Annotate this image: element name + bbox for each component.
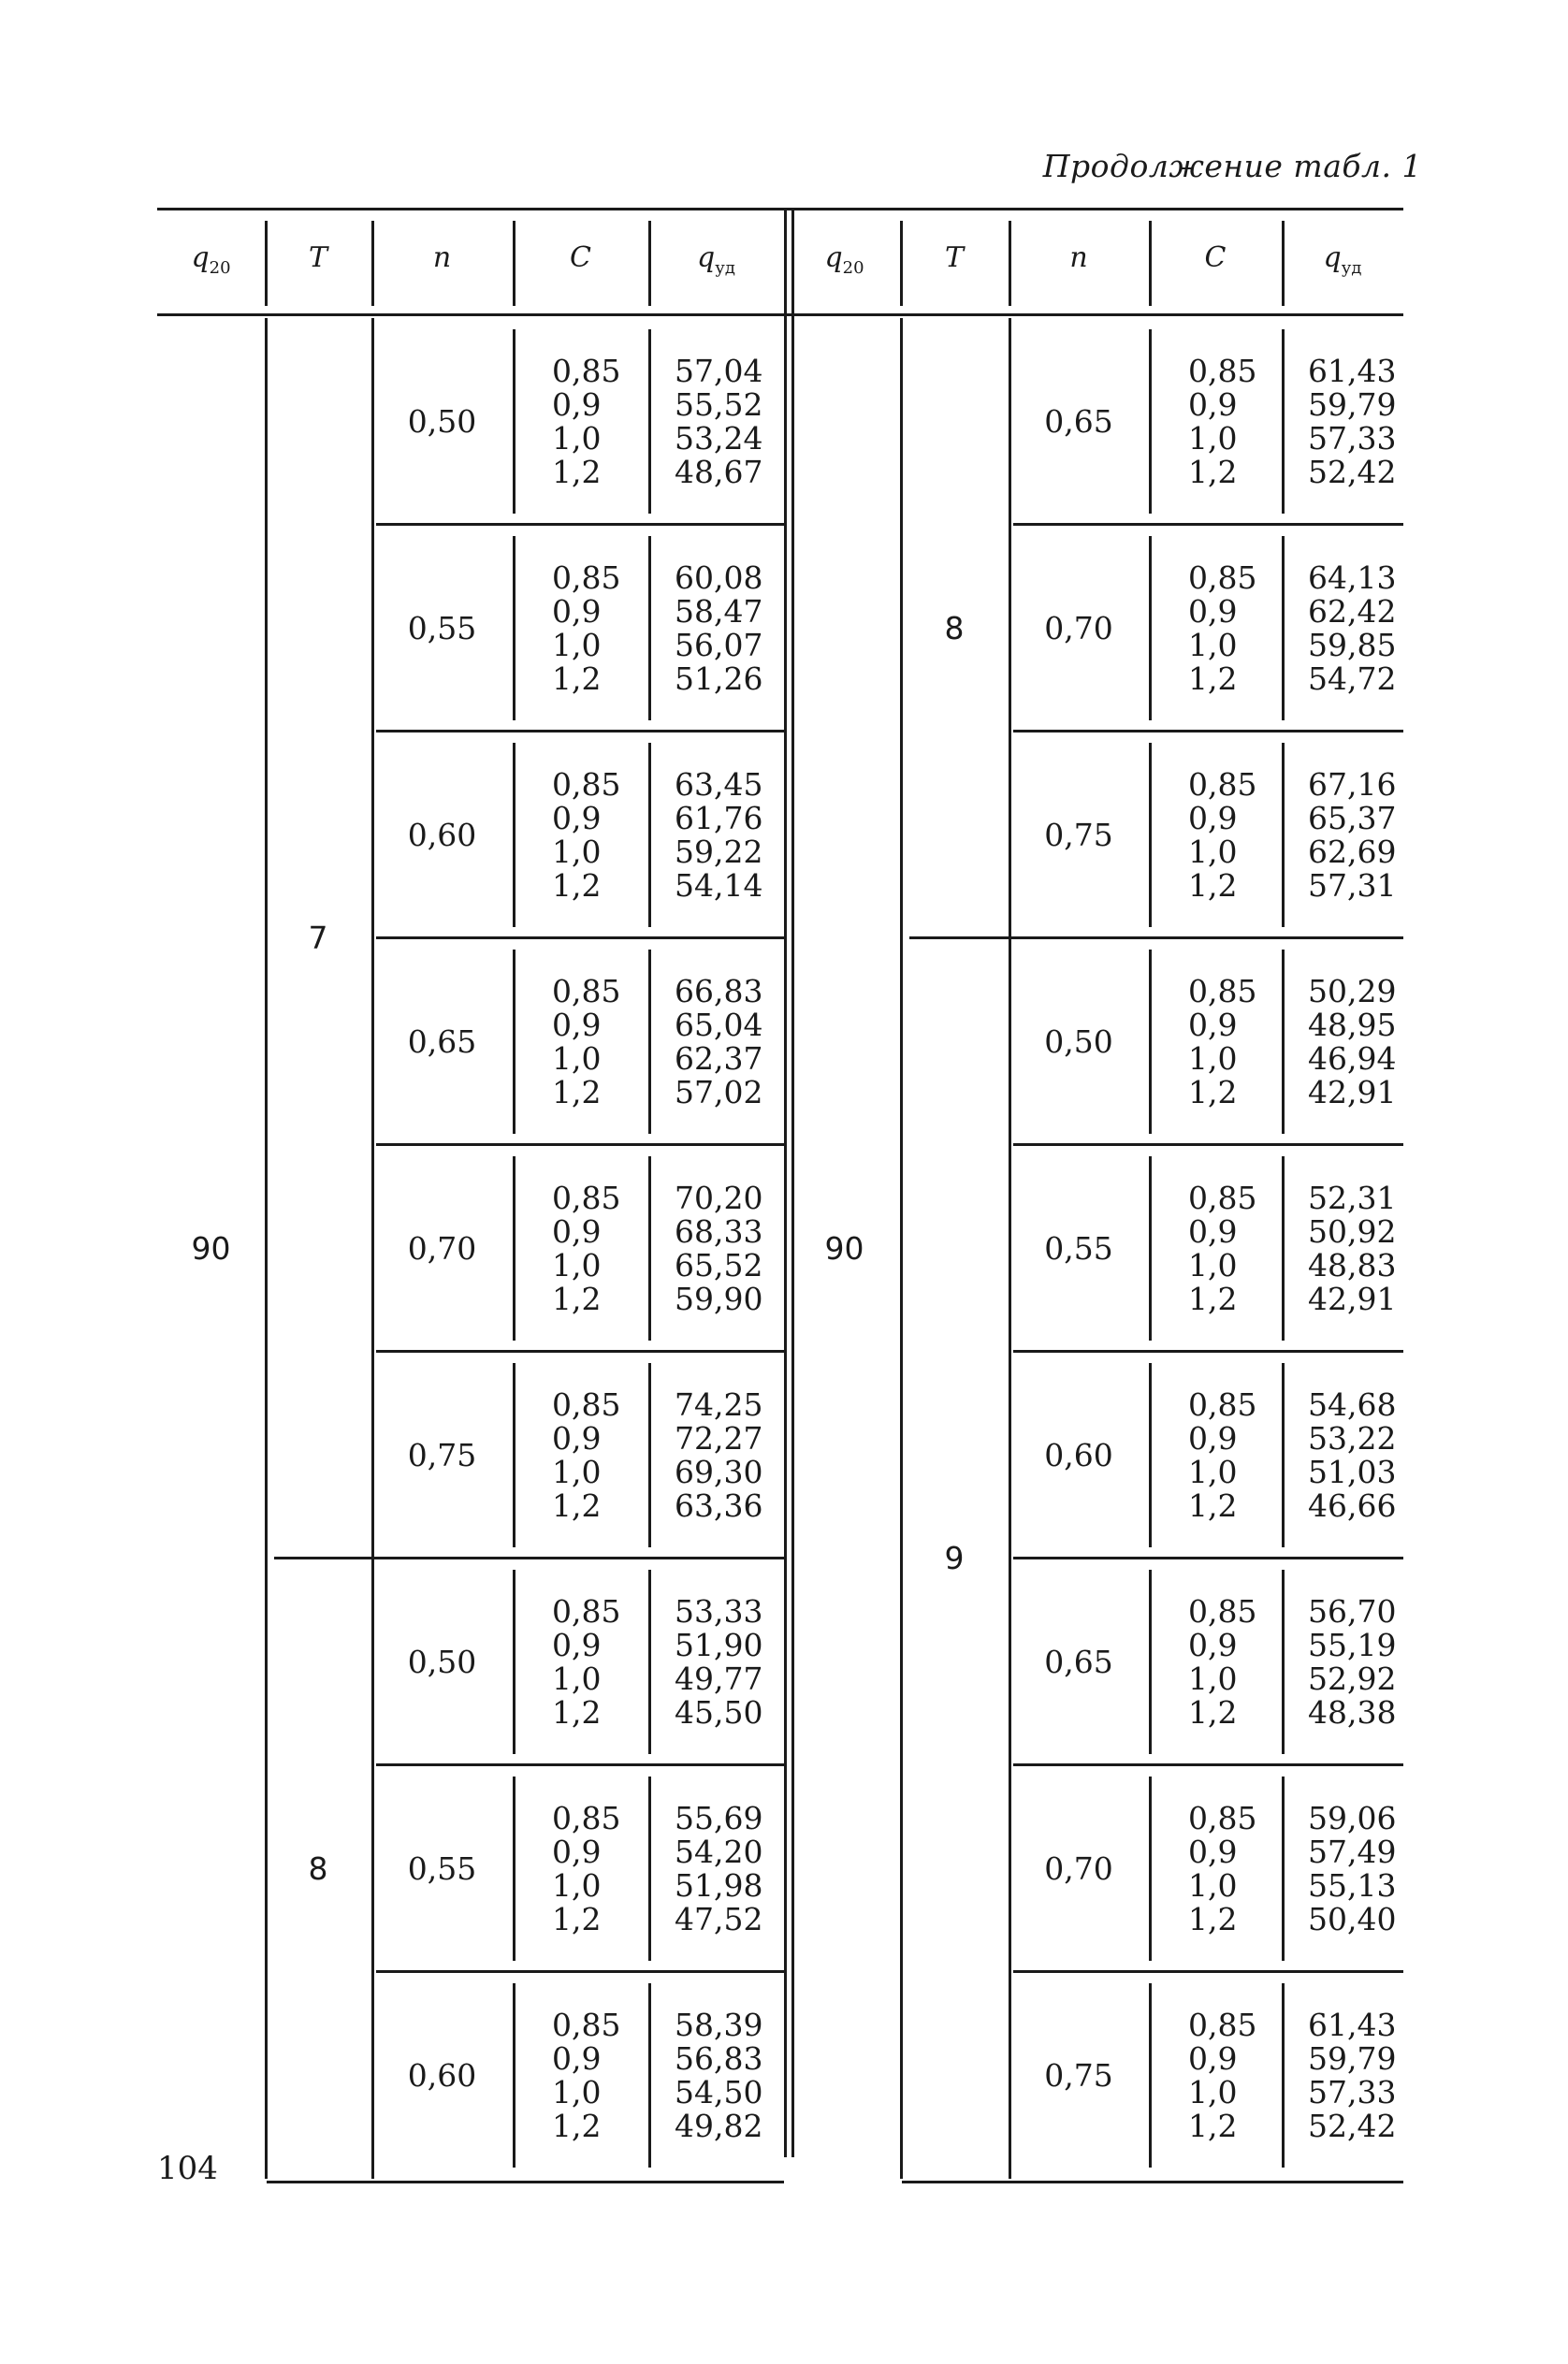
C-values: 0,85 0,9 1,0 1,2 <box>1188 2006 1257 2144</box>
header-symbol: q <box>1323 241 1342 274</box>
q20-value: 90 <box>191 1229 231 1267</box>
q-ud-values: 56,70 55,19 52,92 48,38 <box>1308 1592 1397 1731</box>
n-value: 0,75 <box>1044 2056 1113 2094</box>
n-value: 0,50 <box>1044 1022 1113 1060</box>
C-divider <box>513 950 515 1134</box>
group-separator <box>909 936 1403 939</box>
header-divider <box>1282 221 1285 306</box>
n-value: 0,55 <box>407 609 477 646</box>
q-divider <box>648 536 651 720</box>
q-divider <box>648 1570 651 1754</box>
page-number: 104 <box>157 2150 218 2187</box>
n-value: 0,55 <box>1044 1229 1113 1267</box>
q-ud-values: 55,69 54,20 51,98 47,52 <box>675 1799 763 1937</box>
C-values: 0,85 0,9 1,0 1,2 <box>1188 1179 1257 1317</box>
C-divider <box>1149 536 1152 720</box>
C-values: 0,85 0,9 1,0 1,2 <box>552 1799 621 1937</box>
T-value: 7 <box>308 920 328 956</box>
q20-value: 90 <box>824 1229 864 1267</box>
table-bottom-rule <box>267 2181 784 2183</box>
header-divider <box>648 221 651 306</box>
C-divider <box>1149 329 1152 514</box>
header-C: C <box>1204 241 1227 274</box>
C-values: 0,85 0,9 1,0 1,2 <box>1188 1385 1257 1524</box>
q-divider <box>1282 950 1285 1134</box>
row-separator <box>376 1350 784 1353</box>
T-value: 8 <box>308 1849 328 1887</box>
n-value: 0,75 <box>1044 816 1113 853</box>
n-value: 0,65 <box>1044 1643 1113 1680</box>
q-divider <box>648 950 651 1134</box>
n-value: 0,70 <box>407 1229 477 1267</box>
header-divider <box>265 221 268 306</box>
C-values: 0,85 0,9 1,0 1,2 <box>552 2006 621 2144</box>
header-T: T <box>944 241 964 274</box>
C-values: 0,85 0,9 1,0 1,2 <box>552 765 621 904</box>
q20-divider <box>900 318 903 2179</box>
header-symbol: q <box>191 241 210 274</box>
C-divider <box>1149 1777 1152 1961</box>
row-separator <box>376 523 784 526</box>
C-divider <box>513 743 515 927</box>
header-subscript: 20 <box>842 258 864 278</box>
C-values: 0,85 0,9 1,0 1,2 <box>1188 1592 1257 1731</box>
n-value: 0,50 <box>407 402 477 440</box>
q-ud-values: 63,45 61,76 59,22 54,14 <box>675 765 763 904</box>
n-value: 0,60 <box>407 2056 477 2094</box>
center-double-rule <box>791 208 794 2157</box>
row-separator <box>1013 1557 1403 1559</box>
C-values: 0,85 0,9 1,0 1,2 <box>1188 972 1257 1110</box>
q-divider <box>648 329 651 514</box>
q-divider <box>648 1777 651 1961</box>
q20-divider <box>265 318 268 2179</box>
T-value: 8 <box>944 609 965 646</box>
C-values: 0,85 0,9 1,0 1,2 <box>552 1385 621 1524</box>
q-ud-values: 66,83 65,04 62,37 57,02 <box>675 972 763 1110</box>
header-q-ud <box>648 241 784 278</box>
header-n: n <box>1069 241 1088 274</box>
header-divider <box>900 221 903 306</box>
header-q20 <box>789 241 900 278</box>
center-double-rule <box>784 208 787 2157</box>
q-divider <box>1282 1156 1285 1341</box>
row-separator <box>1013 1970 1403 1973</box>
C-divider <box>513 1983 515 2168</box>
header-symbol: q <box>697 241 716 274</box>
n-value: 0,70 <box>1044 609 1113 646</box>
header-C: C <box>570 241 591 274</box>
q-divider <box>1282 743 1285 927</box>
q-divider <box>1282 329 1285 514</box>
header-divider <box>1149 221 1152 306</box>
q-divider <box>648 1363 651 1547</box>
C-divider <box>1149 1983 1152 2168</box>
n-value: 0,65 <box>407 1022 477 1060</box>
row-separator <box>1013 730 1403 732</box>
header-bottom-rule <box>157 313 1403 316</box>
T-value: 9 <box>944 1540 965 1576</box>
table-caption: Продолжение табл. 1 <box>1042 148 1422 184</box>
q-ud-values: 53,33 51,90 49,77 45,50 <box>675 1592 763 1731</box>
header-subscript: 20 <box>209 258 231 278</box>
row-separator <box>1013 1350 1403 1353</box>
q-ud-values: 57,04 55,52 53,24 48,67 <box>675 352 763 490</box>
group-separator <box>274 1557 784 1559</box>
q-ud-values: 74,25 72,27 69,30 63,36 <box>675 1385 763 1524</box>
C-divider <box>1149 950 1152 1134</box>
q-ud-values: 70,20 68,33 65,52 59,90 <box>675 1179 763 1317</box>
header-subscript: уд <box>1341 258 1362 278</box>
C-values: 0,85 0,9 1,0 1,2 <box>552 972 621 1110</box>
row-separator <box>1013 523 1403 526</box>
n-value: 0,60 <box>407 816 477 853</box>
C-values: 0,85 0,9 1,0 1,2 <box>1188 1799 1257 1937</box>
C-values: 0,85 0,9 1,0 1,2 <box>552 558 621 697</box>
q-ud-values: 61,43 59,79 57,33 52,42 <box>1308 352 1397 490</box>
row-separator <box>376 1970 784 1973</box>
C-values: 0,85 0,9 1,0 1,2 <box>552 352 621 490</box>
C-divider <box>513 1156 515 1341</box>
n-value: 0,70 <box>1044 1849 1113 1887</box>
q-ud-values: 60,08 58,47 56,07 51,26 <box>675 558 763 697</box>
q-divider <box>648 1156 651 1341</box>
q-divider <box>1282 1777 1285 1961</box>
table-top-rule <box>157 208 1403 210</box>
n-value: 0,60 <box>1044 1436 1113 1473</box>
header-n: n <box>432 241 452 274</box>
C-divider <box>513 329 515 514</box>
C-values: 0,85 0,9 1,0 1,2 <box>1188 765 1257 904</box>
C-values: 0,85 0,9 1,0 1,2 <box>1188 352 1257 490</box>
header-symbol: q <box>824 241 843 274</box>
q-ud-values: 59,06 57,49 55,13 50,40 <box>1308 1799 1397 1937</box>
header-divider <box>371 221 374 306</box>
q-ud-values: 64,13 62,42 59,85 54,72 <box>1308 558 1397 697</box>
n-value: 0,75 <box>407 1436 477 1473</box>
row-separator <box>376 1763 784 1766</box>
C-values: 0,85 0,9 1,0 1,2 <box>552 1592 621 1731</box>
q-ud-values: 67,16 65,37 62,69 57,31 <box>1308 765 1397 904</box>
header-subscript: уд <box>715 258 735 278</box>
header-T: T <box>308 241 327 274</box>
q-ud-values: 54,68 53,22 51,03 46,66 <box>1308 1385 1397 1524</box>
C-divider <box>513 1570 515 1754</box>
C-divider <box>1149 1363 1152 1547</box>
n-value: 0,65 <box>1044 402 1113 440</box>
table-bottom-rule <box>902 2181 1403 2183</box>
C-divider <box>1149 743 1152 927</box>
q-divider <box>1282 536 1285 720</box>
C-divider <box>1149 1156 1152 1341</box>
n-value: 0,50 <box>407 1643 477 1680</box>
row-separator <box>376 730 784 732</box>
q-divider <box>1282 1983 1285 2168</box>
row-separator <box>1013 1143 1403 1146</box>
header-q20 <box>157 241 265 278</box>
header-divider <box>1009 221 1011 306</box>
q-divider <box>1282 1570 1285 1754</box>
q-ud-values: 61,43 59,79 57,33 52,42 <box>1308 2006 1397 2144</box>
C-values: 0,85 0,9 1,0 1,2 <box>1188 558 1257 697</box>
C-values: 0,85 0,9 1,0 1,2 <box>552 1179 621 1317</box>
row-separator <box>376 936 784 939</box>
header-q-ud <box>1282 241 1403 278</box>
q-ud-values: 50,29 48,95 46,94 42,91 <box>1308 972 1397 1110</box>
C-divider <box>513 1777 515 1961</box>
q-divider <box>648 1983 651 2168</box>
q-ud-values: 52,31 50,92 48,83 42,91 <box>1308 1179 1397 1317</box>
row-separator <box>1013 1763 1403 1766</box>
C-divider <box>513 536 515 720</box>
q-divider <box>648 743 651 927</box>
q-divider <box>1282 1363 1285 1547</box>
row-separator <box>376 1143 784 1146</box>
q-ud-values: 58,39 56,83 54,50 49,82 <box>675 2006 763 2144</box>
n-value: 0,55 <box>407 1849 477 1887</box>
header-divider <box>513 221 515 306</box>
C-divider <box>1149 1570 1152 1754</box>
C-divider <box>513 1363 515 1547</box>
